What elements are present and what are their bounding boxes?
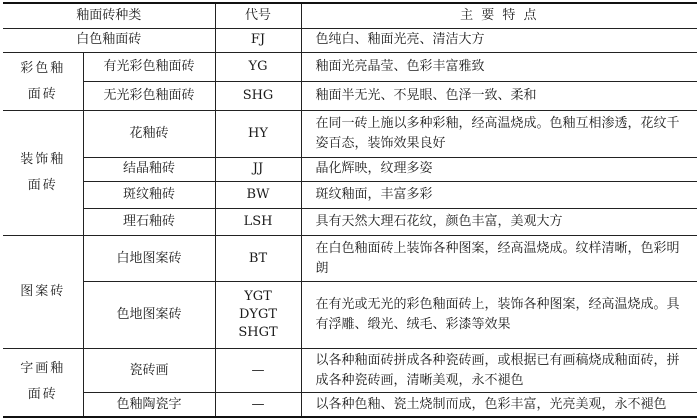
table-row bbox=[3, 393, 697, 417]
tile-name: 理石釉砖 bbox=[83, 208, 215, 235]
tile-name: 瓷砖画 bbox=[83, 348, 215, 392]
tile-name: 有光彩色釉面砖 bbox=[83, 52, 215, 81]
tile-name: 结晶釉砖 bbox=[83, 157, 215, 181]
tile-code: SHGT bbox=[238, 325, 278, 341]
table-row bbox=[3, 208, 697, 235]
glazed-tile-classification-table bbox=[3, 2, 697, 418]
category-decorative: 装饰釉面砖 bbox=[3, 111, 83, 236]
tile-code: FJ bbox=[215, 28, 301, 52]
tile-code: SHG bbox=[215, 82, 301, 111]
tile-features: 晶化辉映，纹理多姿 bbox=[301, 157, 697, 181]
tile-features: 在白色釉面砖上装饰各种图案，经高温烧成。纹样清晰，色彩明朗 bbox=[301, 236, 697, 282]
table-row bbox=[3, 82, 697, 111]
tile-name: 斑纹釉砖 bbox=[83, 181, 215, 208]
header-features: 主 要 特 点 bbox=[301, 3, 697, 28]
category-color-glazed: 彩色釉面砖 bbox=[3, 52, 83, 110]
table-row bbox=[3, 111, 697, 157]
tile-features: 以各种釉面砖拼成各种瓷砖画，或根据已有画稿烧成釉面砖，拼成各种瓷砖画，清晰美观，永不褪色 bbox=[301, 348, 697, 392]
tile-features: 具有天然大理石花纹，颜色丰富，美观大方 bbox=[301, 208, 697, 235]
tile-code: YG bbox=[215, 52, 301, 81]
tile-name: 花釉砖 bbox=[83, 111, 215, 157]
category-pattern: 图案砖 bbox=[3, 236, 83, 349]
tile-code: YGT bbox=[244, 289, 272, 305]
table-row bbox=[3, 157, 697, 181]
header-tile-type: 釉面砖种类 bbox=[3, 3, 215, 28]
tile-code: — bbox=[215, 348, 301, 392]
tile-code: DYGT bbox=[238, 307, 278, 323]
tile-name: 色地图案砖 bbox=[83, 282, 215, 348]
tile-features: 在同一砖上施以多种彩釉，经高温烧成。色釉互相渗透，花纹千姿百态，装饰效果良好 bbox=[301, 111, 697, 157]
tile-name: 白色釉面砖 bbox=[3, 28, 215, 52]
table-row bbox=[3, 181, 697, 208]
tile-features: 在有光或无光的彩色釉面砖上，装饰各种图案，经高温烧成。具有浮雕、缎光、绒毛、彩漆等效果 bbox=[301, 282, 697, 348]
header-row bbox=[3, 3, 697, 28]
tile-code: HY bbox=[215, 111, 301, 157]
tile-code: BW bbox=[215, 181, 301, 208]
table-row bbox=[3, 236, 697, 282]
header-code: 代号 bbox=[215, 3, 301, 28]
tile-features: 釉面半无光、不晃眼、色泽一致、柔和 bbox=[301, 82, 697, 111]
table-row bbox=[3, 52, 697, 81]
tile-code: LSH bbox=[215, 208, 301, 235]
tile-features: 斑纹釉面，丰富多彩 bbox=[301, 181, 697, 208]
tile-code: JJ bbox=[215, 157, 301, 181]
tile-name: 无光彩色釉面砖 bbox=[83, 82, 215, 111]
tile-code: — bbox=[215, 393, 301, 417]
tile-features: 色纯白、釉面光亮、清洁大方 bbox=[301, 28, 697, 52]
tile-features: 釉面光亮晶莹、色彩丰富雅致 bbox=[301, 52, 697, 81]
table-row bbox=[3, 28, 697, 52]
category-painting: 字画釉面砖 bbox=[3, 348, 83, 417]
tile-code-group bbox=[215, 282, 301, 348]
tile-name: 白地图案砖 bbox=[83, 236, 215, 282]
tile-features: 以各种色釉、瓷土烧制而成，色彩丰富，光亮美观，永不褪色 bbox=[301, 393, 697, 417]
table-row bbox=[3, 282, 697, 348]
tile-code: BT bbox=[215, 236, 301, 282]
table-row bbox=[3, 348, 697, 392]
tile-name: 色釉陶瓷字 bbox=[83, 393, 215, 417]
